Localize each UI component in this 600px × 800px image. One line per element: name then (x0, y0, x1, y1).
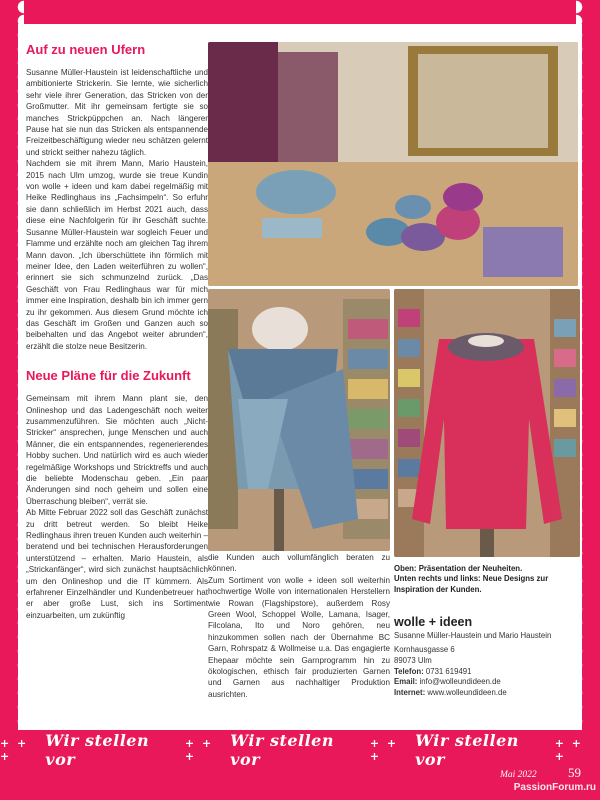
phone-value: 0731 619491 (425, 666, 472, 676)
paragraph: Gemeinsam mit ihrem Mann plant sie, den Onlineshop und das Ladengeschäft noch weiter zusammenzuführen. Sie möchten auch „Nicht-Stricker“ ansprechen, junge Menschen und auch Männer, die ein entspannendes, regenerierendes Hobby suchen. Und natürlich wird es auch wieder regelmäßige Workshops und Stricktreffs und auch die beliebte Modenschau geben. „Ein paar Änderungen sind noch geheim und sollen eine Überraschung bleiben“, verrät sie. (26, 394, 208, 506)
photo-yarn-display (208, 42, 578, 286)
paragraph: die Kunden auch vollumfänglich beraten zu können. (208, 553, 390, 574)
section-banner (0, 731, 600, 769)
shop-brand-name: wolle + ideen (394, 615, 473, 630)
shop-owners: Susanne Müller-Haustein und Mario Haustein (394, 630, 552, 640)
web-link[interactable]: www.wolleundideen.de (427, 687, 507, 697)
shop-phone-row (394, 667, 579, 678)
banner-text: Wir stellen vor (45, 731, 150, 769)
shop-email-row (394, 677, 579, 688)
paragraph: Ab Mitte Februar 2022 soll das Geschäft zunächst zu dritt betreut werden. So bleibt Heike Redlinghaus ihren treuen Kunden auch weiterhin – beratend und bei technischen Herausforderungen unterstützend – erhalten. Mario Haustein, als „Strickanfänger“, wird sich zunächst hauptsächlich um den Onlineshop und die IT kümmern. Als erfahrener Einzelhändler und Kundenbetreuer hat er aber große Lust, sich ins Sortiment einzuarbeiten, um zukünftig (26, 508, 208, 620)
section-heading-2: Neue Pläne für die Zukunft (26, 368, 191, 384)
photo-caption-line-2: Unten rechts und links: Neue Designs zur Inspiration der Kunden. (394, 574, 549, 594)
banner-text: Wir stellen vor (415, 731, 519, 769)
issue-month: Mai 2022 (500, 770, 537, 780)
banner-plus: + + + (369, 737, 399, 763)
shop-city: 89073 Ulm (394, 656, 432, 665)
page-sheet (18, 24, 582, 730)
page-number: 59 (568, 765, 581, 780)
shop-web-row (394, 688, 579, 699)
banner-plus: + + + (0, 737, 29, 763)
email-link[interactable]: info@wolleundideen.de (419, 677, 501, 687)
article-column-mid (208, 552, 390, 700)
banner-plus: + + + (184, 737, 214, 763)
phone-label: Telefon: (394, 666, 424, 676)
section-heading-1: Auf zu neuen Ufern (26, 42, 146, 57)
shop-street: Kornhausgasse 6 (394, 645, 455, 655)
paragraph: Nachdem sie mit ihrem Mann, Mario Haustein, 2015 nach Ulm umzog, wurde sie treue Kundin von wolle + ideen und kam dabei regelmäßig mit Heike Redlinghaus ins „Fachsimpeln“. So erfuhr sie dann schließlich im Herbst 2021 auch, dass diese eine Nachfolgerin für ihr Geschäft suchte. Susanne Müller-Haustein war sogleich Feuer und Flamme und erzählte noch am gleichen Tag ihrem Mann davon. „Ich überschüttete ihn förmlich mit meiner Idee, den Laden weiterführen zu wollen“, erinnert sie sich schmunzelnd zurück. „Das Geschäft von Frau Redlinghaus war für mich immer eine Inspiration, deshalb bin ich immer gern zu ihr gekommen. Aus diesem Grund möchte ich das Geschäft im Großen und Ganzen auch so beibehalten und das Angebot weiter abrunden“, erzählt die stolze neue Besitzerin. (26, 159, 208, 351)
watermark: PassionForum.ru (513, 782, 596, 793)
paragraph: Zum Sortiment von wolle + ideen soll weiterhin hochwertige Wolle von internationalen Herstellern wie Rowan (Flagshipstore), außerdem Rosy Green Wool, Schoppel Wolle, Lamana, Isager, Filcolana, Ito und Noro gehören, neu hinzukommen sollen nach der Übernahme BC Garn, Rohrspatz & Wollmeise u.a. Das engagierte Ehepaar möchte sein Garnprogramm hin zu ökologischen, ethisch fair produzierten Garnen und Garnen aus nachhaltiger Produktion ausrichten. (208, 575, 390, 699)
web-label: Internet: (394, 687, 426, 697)
banner-plus: + + + (554, 737, 583, 763)
banner-text: Wir stellen vor (230, 731, 334, 769)
photo-shawl-mannequin (208, 289, 390, 551)
article-column-left (26, 42, 208, 621)
email-label: Email: (394, 677, 418, 687)
photo-caption-line-1: Oben: Präsentation der Neuheiten. (394, 564, 523, 573)
info-column (394, 564, 579, 698)
photo-pink-sweater (394, 289, 580, 557)
paragraph: Susanne Müller-Haustein ist leidenschaftliche und ambitionierte Strickerin. Sie lernte, wie sicherlich sehr viele ihrer Generation, das Stricken von der Großmutter. Mit ihr gemeinsam fertigte sie so manches Strickpüppchen an. Nach längerer Pause hat sie nun das Stricken als entspannende Freizeitbeschäftigung wieder neu schätzen gelernt und strickt seither nahezu täglich. (26, 68, 208, 157)
